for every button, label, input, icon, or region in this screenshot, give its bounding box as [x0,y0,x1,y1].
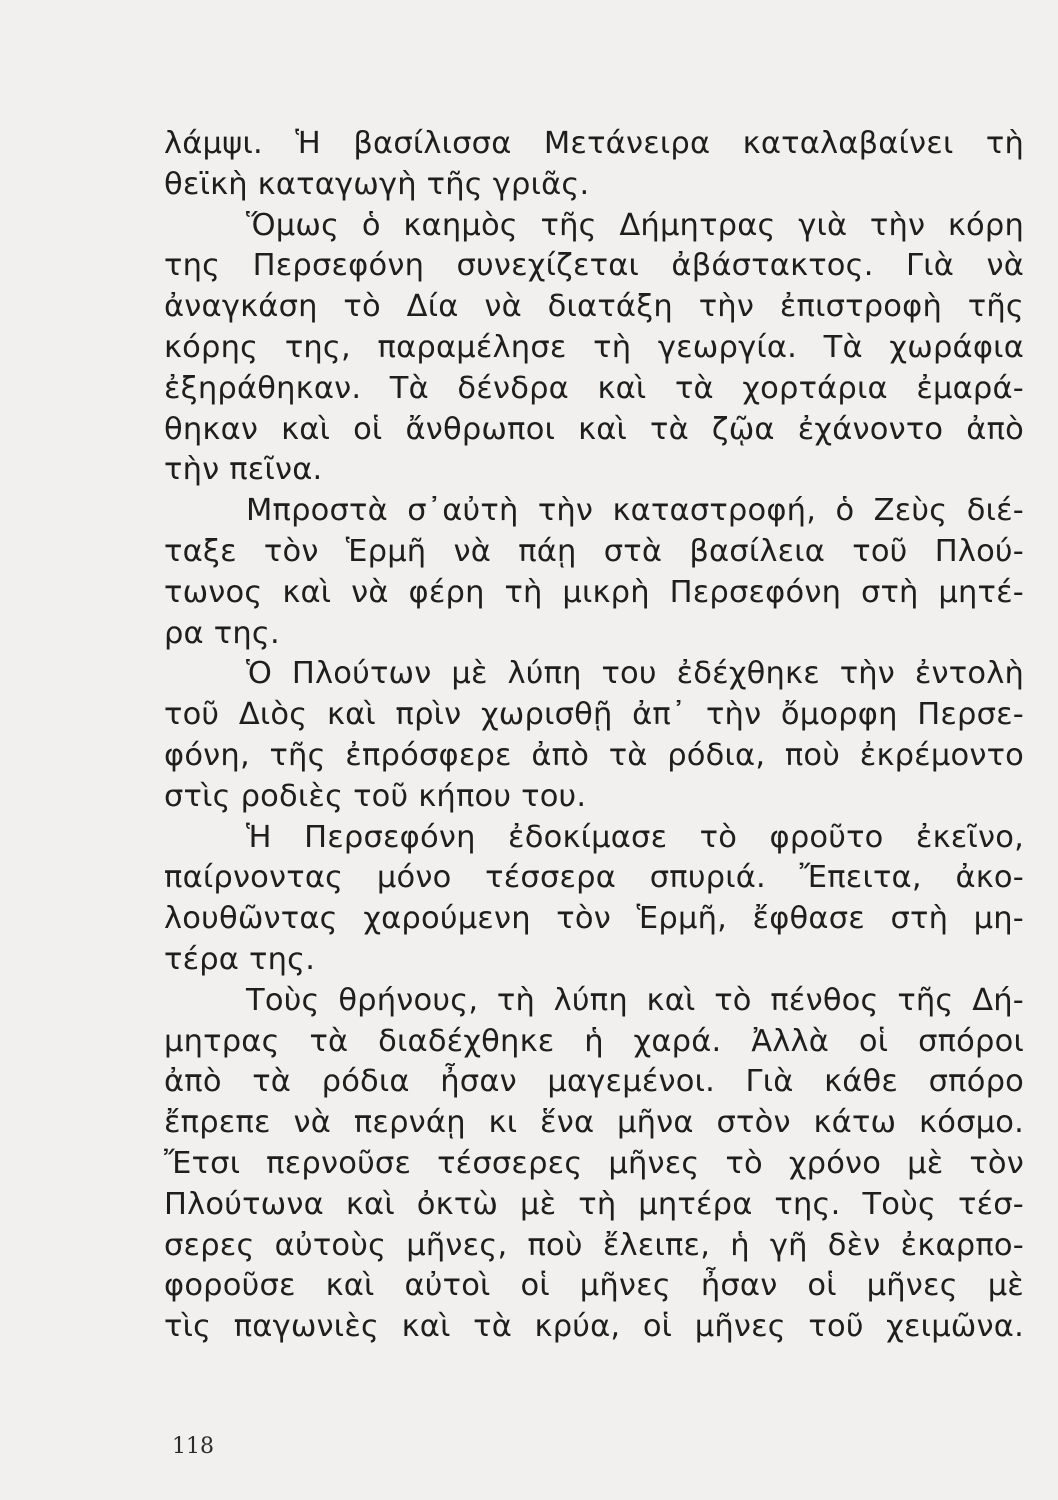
text-line: Μπροστὰ σ᾽αὐτὴ τὴν καταστροφή, ὁ Ζεὺς διέ- [246,493,1024,529]
text-line: λάμψι. Ἡ βασίλισσα Μετάνειρα καταλαβαίνει τὴ [164,126,1024,161]
text-line: τὶς παγωνιὲς καὶ τὰ κρύα, οἱ μῆνες τοῦ χειμῶνα. [164,1309,1024,1345]
text-line: θεϊκὴ καταγωγὴ τῆς γριᾶς. [164,166,590,202]
text-line: κόρης της, παραμέλησε τὴ γεωργία. Τὰ χωράφια [164,329,1024,365]
text-line: λουθῶντας χαρούμενη τὸν Ἑρμῆ, ἔφθασε στὴ μη- [164,901,1024,937]
text-line: μητρας τὰ διαδέχθηκε ἡ χαρά. Ἀλλὰ οἱ σπόροι [164,1023,1024,1059]
page-number: 118 [172,1434,214,1459]
text-line: της Περσεφόνη συνεχίζεται ἀβάστακτος. Γιὰ νὰ [164,248,1024,284]
text-line: τέρα της. [164,941,316,977]
text-line: τὴν πεῖνα. [164,452,323,488]
text-line: σερες αὐτοὺς μῆνες, ποὺ ἔλειπε, ἡ γῆ δὲν ἐκαρπο- [164,1227,1024,1263]
body-text [164,124,1024,1348]
text-line: Ἡ Περσεφόνη ἐδοκίμασε τὸ φροῦτο ἐκεῖνο, [246,819,1024,855]
text-line: ἐξηράθηκαν. Τὰ δένδρα καὶ τὰ χορτάρια ἐμαρά- [164,370,1024,406]
text-line: Ὁ Πλούτων μὲ λύπη του ἐδέχθηκε τὴν ἐντολὴ [246,656,1024,692]
text-line: παίρνοντας μόνο τέσσερα σπυριά. Ἔπειτα, ἀκο- [164,860,1024,896]
text-line: τωνος καὶ νὰ φέρη τὴ μικρὴ Περσεφόνη στὴ μητέ- [164,574,1024,610]
text-line: ἀναγκάση τὸ Δία νὰ διατάξη τὴν ἐπιστροφὴ τῆς [164,289,1024,325]
text-line: Ὅμως ὁ καημὸς τῆς Δήμητρας γιὰ τὴν κόρη [246,207,1024,243]
text-line: τοῦ Διὸς καὶ πρὶν χωρισθῇ ἀπ᾽ τὴν ὄμορφη Περσε- [164,697,1024,733]
text-line: Τοὺς θρήνους, τὴ λύπη καὶ τὸ πένθος τῆς Δή- [246,982,1024,1018]
text-line: ἀπὸ τὰ ρόδια ἦσαν μαγεμένοι. Γιὰ κάθε σπόρο [164,1064,1024,1100]
text-line: στὶς ροδιὲς τοῦ κήπου του. [164,778,587,814]
text-line: ρα της. [164,615,280,651]
text-line: ἔπρεπε νὰ περνάῃ κι ἕνα μῆνα στὸν κάτω κόσμο. [164,1105,1024,1141]
text-line: φοροῦσε καὶ αὐτοὶ οἱ μῆνες ἦσαν οἱ μῆνες μὲ [164,1268,1024,1304]
text-line: θηκαν καὶ οἱ ἄνθρωποι καὶ τὰ ζῷα ἐχάνοντο ἀπὸ [164,411,1024,447]
text-line: ταξε τὸν Ἑρμῆ νὰ πάῃ στὰ βασίλεια τοῦ Πλού- [164,533,1024,569]
text-line: Ἔτσι περνοῦσε τέσσερες μῆνες τὸ χρόνο μὲ τὸν [164,1145,1024,1181]
text-line: Πλούτωνα καὶ ὀκτὼ μὲ τὴ μητέρα της. Τοὺς τέσ- [164,1186,1024,1222]
text-line: φόνη, τῆς ἐπρόσφερε ἀπὸ τὰ ρόδια, ποὺ ἐκρέμοντο [164,737,1024,773]
